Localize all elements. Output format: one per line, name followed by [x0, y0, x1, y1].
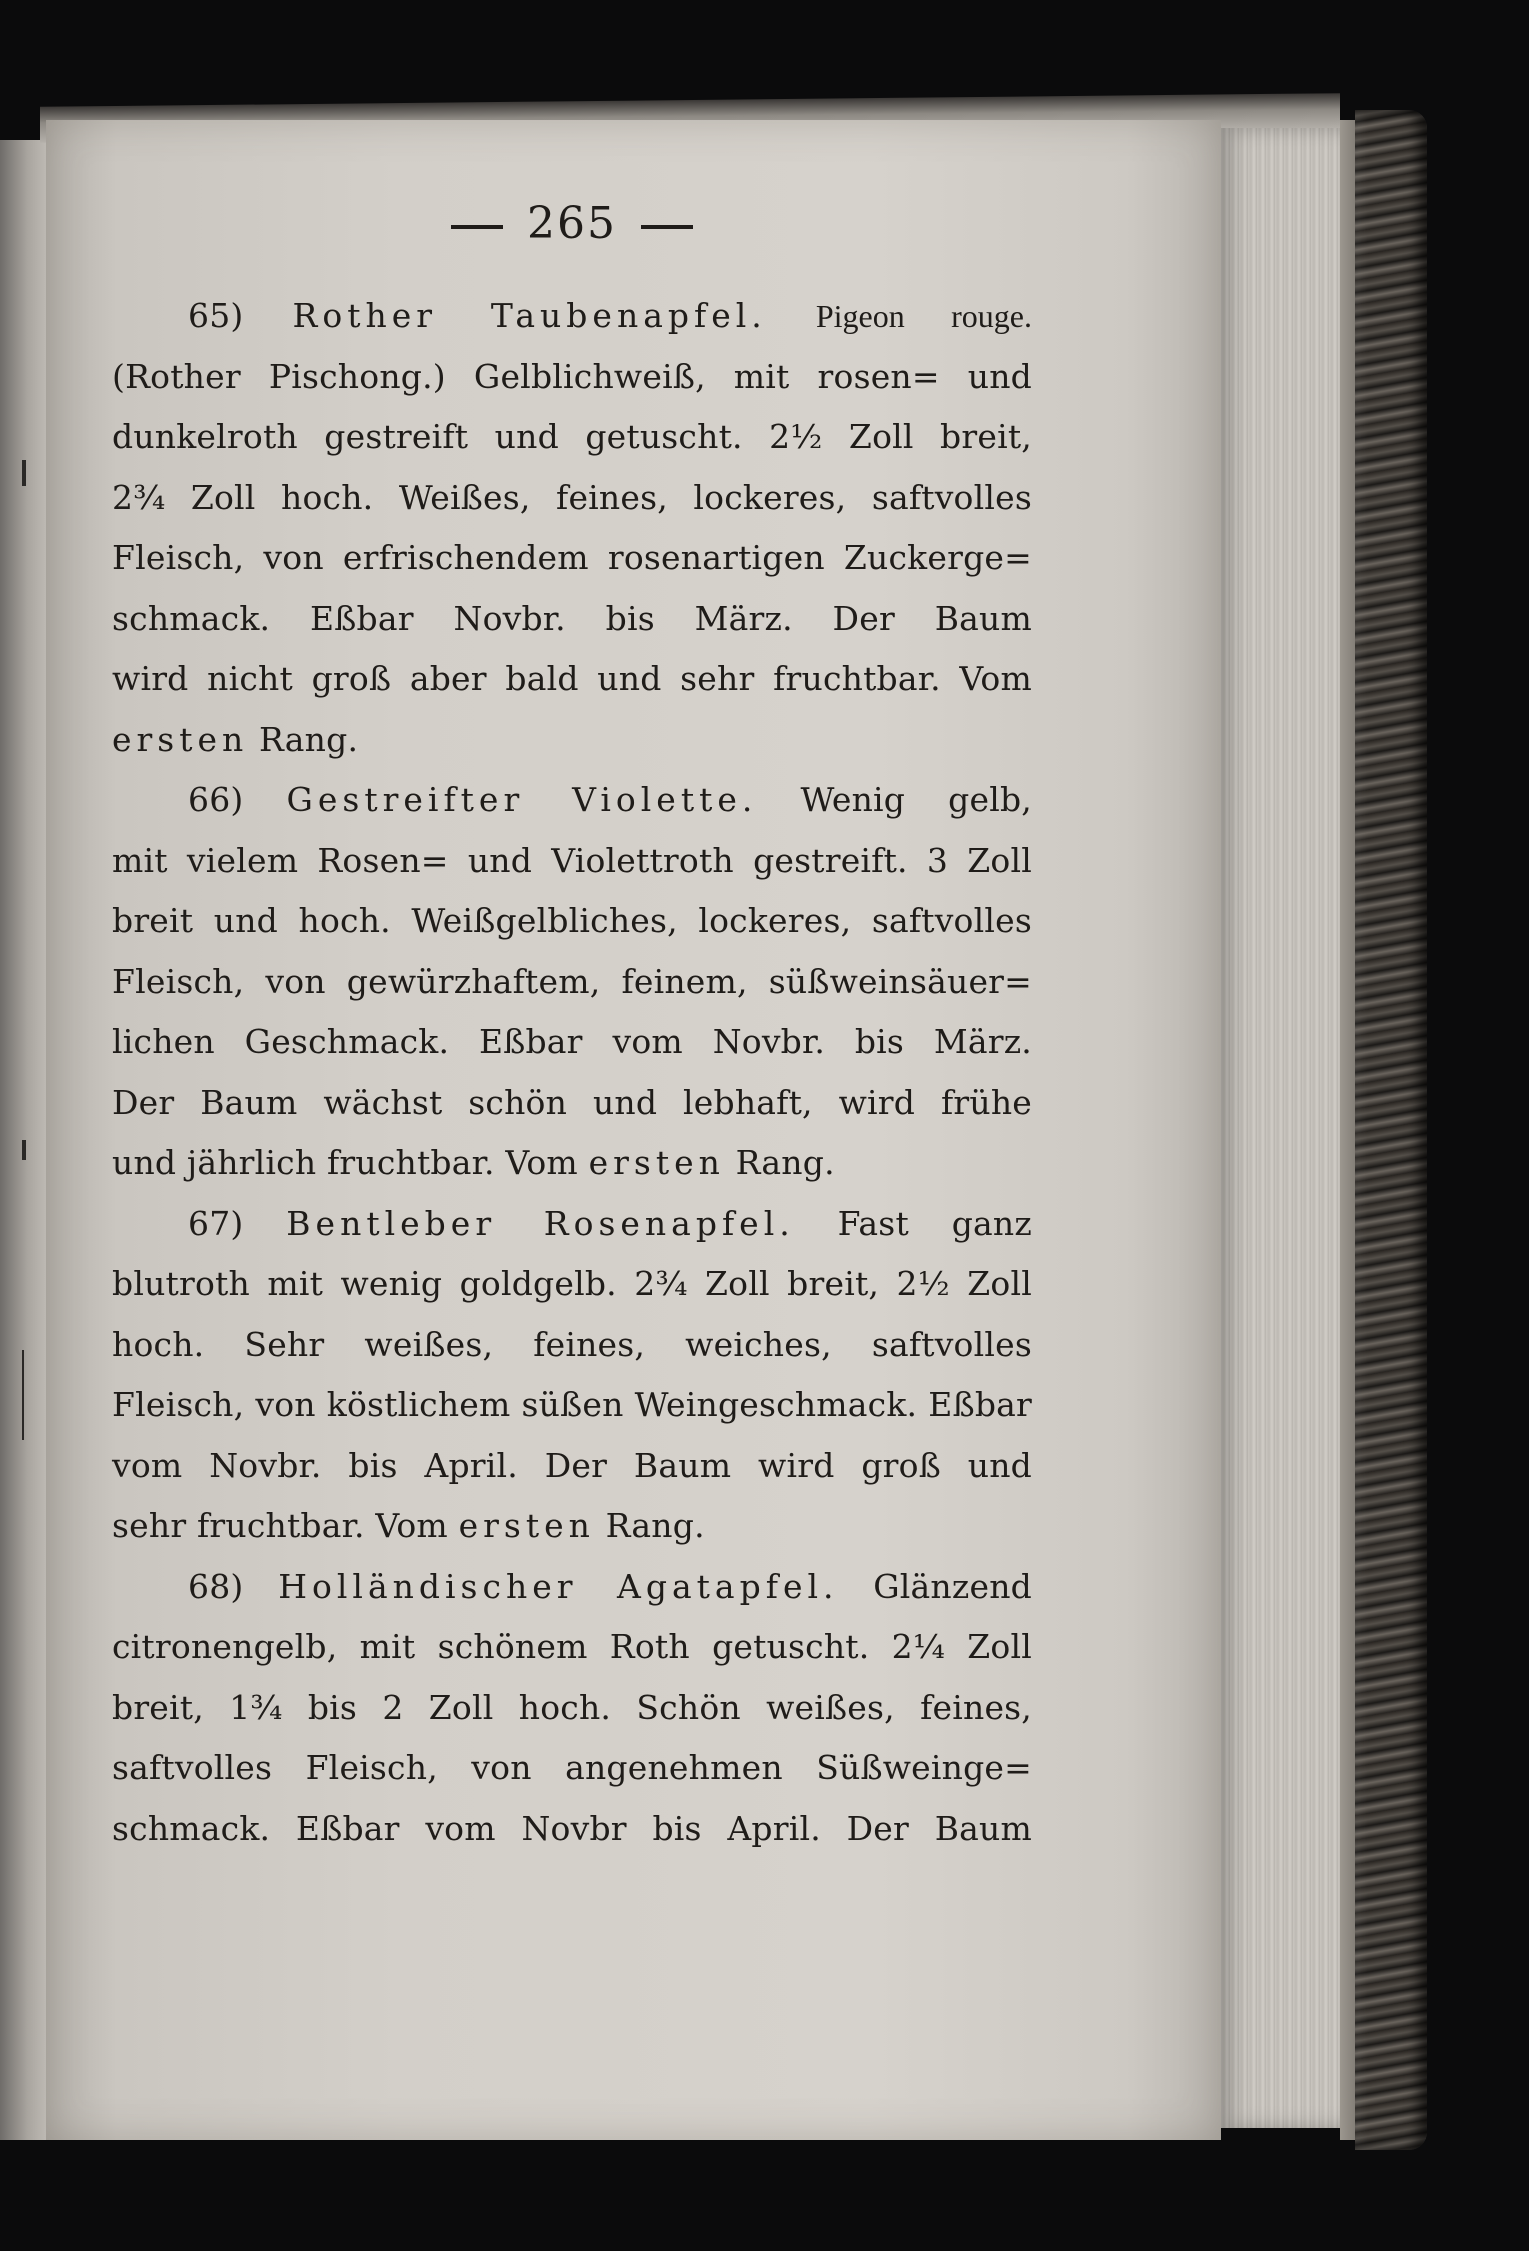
text-line: breit und hoch. Weißgelbliches, lockeres, saftvolles [112, 901, 1032, 940]
text-fragment: und jährlich fruchtbar. Vom [112, 1143, 578, 1182]
text-line: hoch. Sehr weißes, feines, weiches, saftvolles [112, 1324, 1032, 1364]
text-line [112, 1496, 1032, 1557]
text-line: 2¾ Zoll hoch. Weißes, feines, lockeres, saftvolles [112, 477, 1032, 517]
entry-68 [112, 1557, 1032, 1860]
text-fragment: Glänzend [873, 1566, 1032, 1606]
entry-heading-line [112, 286, 1032, 347]
dash-left [451, 225, 503, 229]
text-line: schmack. Eßbar Novbr. bis März. Der Baum [112, 598, 1032, 638]
text-line: wird nicht groß aber bald und sehr fruchtbar. Vom [112, 659, 1032, 698]
spaced-word: ersten [112, 719, 249, 759]
page-mark [22, 460, 26, 486]
text-line: blutroth mit wenig goldgelb. 2¾ Zoll breit, 2½ Zoll [112, 1264, 1032, 1303]
text-fragment: sehr fruchtbar. Vom [112, 1506, 448, 1545]
text-line [112, 710, 1032, 771]
page-number: 265 [527, 198, 617, 249]
text-line: lichen Geschmack. Eßbar vom Novbr. bis März. [112, 1022, 1032, 1061]
page-text [112, 196, 1032, 1859]
marbled-cover [1355, 110, 1427, 2150]
page-mark [22, 1140, 26, 1160]
text-line: mit vielem Rosen= und Violettroth gestreift. 3 Zoll [112, 840, 1032, 880]
text-line: saftvolles Fleisch, von angenehmen Süßweinge= [112, 1748, 1032, 1787]
text-line: Fleisch, von erfrischendem rosenartigen Zuckerge= [112, 538, 1032, 577]
text-line: breit, 1¾ bis 2 Zoll hoch. Schön weißes, feines, [112, 1687, 1032, 1727]
entry-latin-name: Pigeon rouge. [815, 298, 1032, 334]
entry-number: 67) [188, 1203, 244, 1243]
text-fragment: Fast ganz [837, 1203, 1032, 1243]
entry-title: Rother Taubenapfel. [292, 296, 767, 335]
spaced-word: ersten [458, 1506, 595, 1545]
text-line: Der Baum wächst schön und lebhaft, wird frühe [112, 1082, 1032, 1122]
entry-67 [112, 1194, 1032, 1557]
text-fragment: Wenig gelb, [800, 780, 1032, 819]
entry-number: 68) [188, 1566, 244, 1606]
entry-number: 66) [188, 780, 244, 819]
text-line: schmack. Eßbar vom Novbr bis April. Der Baum [112, 1808, 1032, 1848]
text-line: (Rother Pischong.) Gelblichweiß, mit rosen= und [112, 356, 1032, 396]
entry-heading-line [112, 770, 1032, 831]
text-line: citronengelb, mit schönem Roth getuscht. 2¼ Zoll [112, 1627, 1032, 1666]
spaced-word: ersten [588, 1143, 725, 1182]
facing-page-edge [0, 140, 48, 2140]
page-mark [22, 1350, 24, 1440]
text-line: Fleisch, von köstlichem süßen Weingeschmack. Eßbar [112, 1385, 1032, 1424]
entry-heading-line [112, 1194, 1032, 1255]
entry-number: 65) [188, 296, 244, 335]
dash-right [641, 225, 693, 229]
text-line: vom Novbr. bis April. Der Baum wird groß und [112, 1445, 1032, 1485]
text-fragment: Rang. [594, 1506, 705, 1545]
entry-65 [112, 286, 1032, 770]
entry-title: Bentleber Rosenapfel. [286, 1203, 795, 1243]
text-fragment: Rang. [724, 1143, 835, 1182]
entry-title: Holländischer Agatapfel. [278, 1566, 839, 1606]
text-line: dunkelroth gestreift und getuscht. 2½ Zoll breit, [112, 417, 1032, 456]
text-line [112, 1133, 1032, 1194]
text-line: Fleisch, von gewürzhaftem, feinem, süßweinsäuer= [112, 961, 1032, 1001]
entry-66 [112, 770, 1032, 1194]
page-number-header [112, 196, 1032, 252]
entry-heading-line [112, 1557, 1032, 1618]
text-fragment: Rang. [248, 719, 359, 759]
entry-title: Gestreifter Violette. [286, 780, 758, 819]
